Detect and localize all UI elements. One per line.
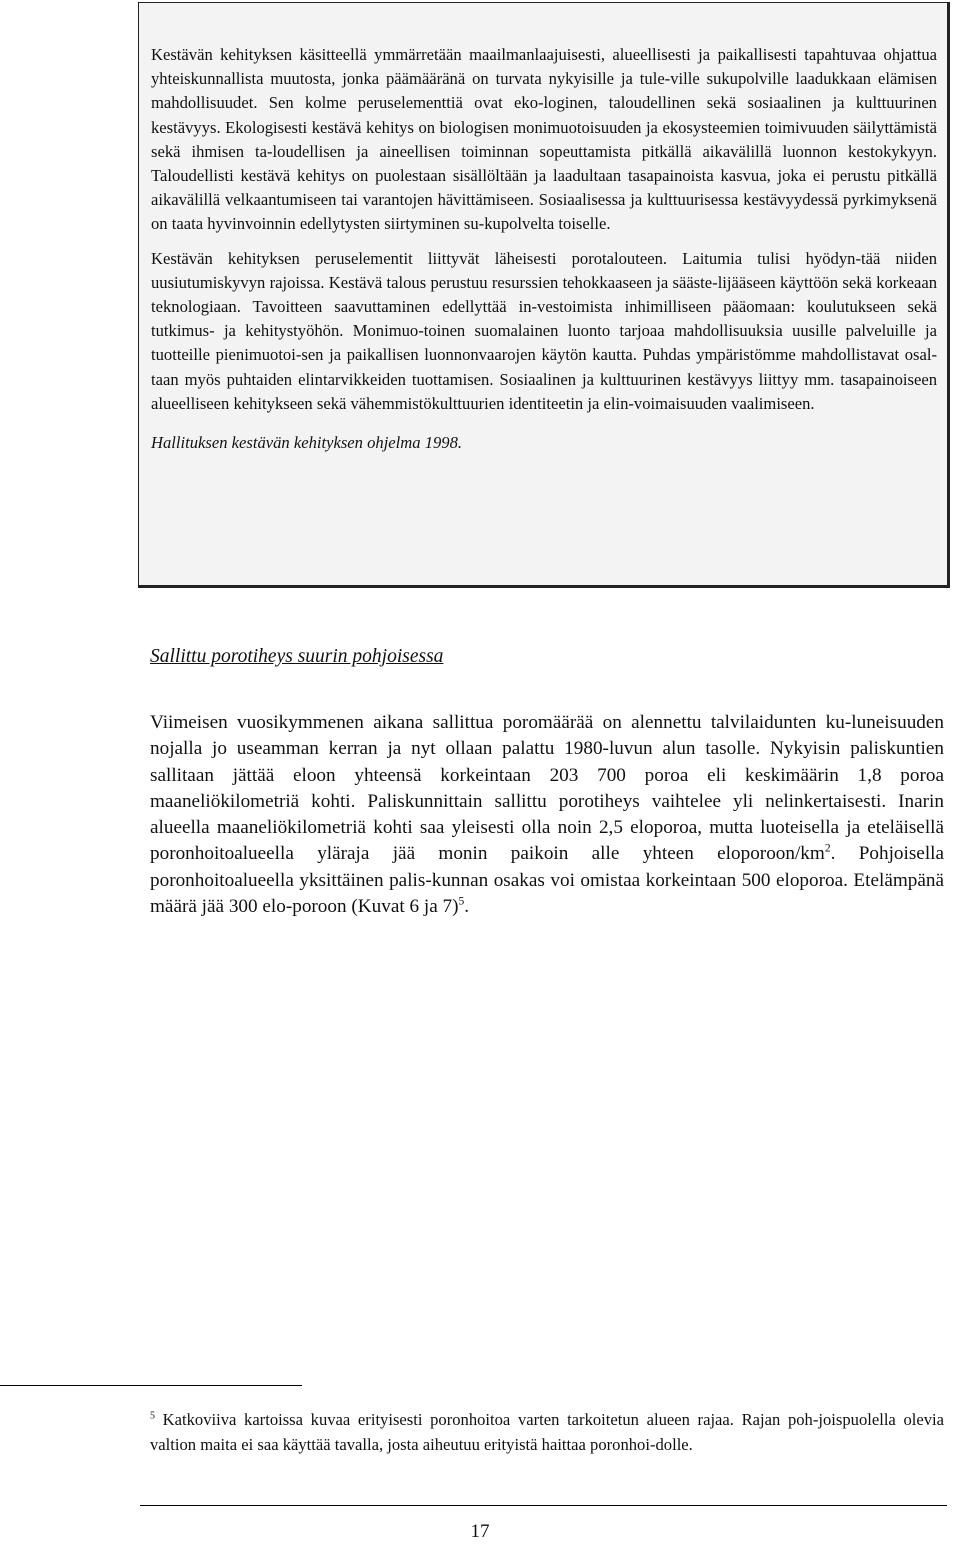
text-run: Kestävän kehityksen käsitteellä ymmärretään maailmanlaajuisesti, alueellisesti ja paikallisesti tapahtuvaa ohjattua yhteiskunnallista muutosta, jonka päämääränä on turvata nykyisille ja tule- xyxy=(151,45,937,89)
text-run: loginen, taloudellinen sekä sosiaalinen ja kulttuurinen kestävyys. Ekologisesti kestävä kehitys on biologisen monimuotoisuuden ja ekosysteemien toimivuuden säilyttämistä sekä ihmisen ta- xyxy=(151,93,937,161)
text-run: ville sukupolville laadukkaan elämisen mahdollisuudet. Sen kolme peruselementtiä ovat eko- xyxy=(151,69,937,113)
footnote xyxy=(150,1408,944,1457)
textbox-paragraph-1 xyxy=(151,43,937,237)
footnote-separator xyxy=(0,1385,302,1386)
text-run: kupolvelta toiselle. xyxy=(484,214,611,234)
text-run: kunnan osakas voi omistaa korkeintaan 500 eloporoa. Etelämpänä määrä jää 300 elo- xyxy=(150,869,944,918)
text-run: toinen suomalainen luonto tarjoaa mahdollisuuksia uusille palveluille ja tuotteille pienimuotoi- xyxy=(151,321,937,365)
section-heading: Sallittu porotiheys suurin pohjoisessa xyxy=(150,646,444,667)
page-footer-rule xyxy=(140,1505,947,1506)
textbox-citation: Hallituksen kestävän kehityksen ohjelma 1998. xyxy=(151,433,463,453)
footnote-number: 5 xyxy=(150,1410,155,1422)
text-run: . Pohjoisella poronhoitoalueella yksittäinen palis- xyxy=(150,843,944,891)
footnote-reference[interactable]: 5 xyxy=(458,895,465,908)
superscript-exponent: 2 xyxy=(824,843,831,856)
text-run: sen ja paikallisen luonnonvaarojen käytön kautta. Puhdas ympäristömme mahdollistavat osal- xyxy=(301,345,937,365)
text-run: poroon (Kuvat 6 ja 7) xyxy=(292,896,459,918)
text-run: tää niiden uusiutumiskyvyn rajoissa. Kestävä talous perustuu resurssien tehokkaaseen ja sääste- xyxy=(151,248,937,292)
text-run: luneisuuden nojalla jo useamman kerran ja nyt ollaan palattu 1980-luvun alun tasolle. Nykyisin paliskuntien sallitaan jättää eloon yhteensä korkeintaan 203 700 poroa eli keskimäärin 1,8 poroa maaneliökilometriä kohti. Paliskunnittain sallittu porotiheys vaihtelee yli nelinkertaisesti. Inarin alueella maaneliökilometriä kohti saa yleisesti olla noin 2,5 eloporoa, mutta luoteisella ja eteläisellä poronhoitoalueella yläraja jää monin paikoin alle yhteen eloporoon/km xyxy=(150,712,944,865)
textbox-paragraph-2 xyxy=(151,247,937,416)
text-run: Viimeisen vuosikymmenen aikana sallittua poromäärää on alennettu talvilaidunten ku- xyxy=(150,712,852,733)
text-run: dolle. xyxy=(655,1434,693,1454)
text-run: Katkoviiva kartoissa kuvaa erityisesti poronhoitoa varten tarkoitetun alueen rajaa. Rajan poh- xyxy=(154,1410,819,1429)
text-run: . xyxy=(464,896,470,918)
text-run: voimaisuuden vaalimiseen. xyxy=(633,393,815,413)
text-run: vestoimista inhimilliseen pääomaan: koulutukseen sekä tutkimus- ja kehitystyöhön. Monimuo- xyxy=(151,297,938,341)
text-run: joispuolella olevia valtion maita ei saa käyttää tavalla, josta aiheutuu erityistä haittaa poronhoi- xyxy=(150,1410,944,1454)
page-number: 17 xyxy=(470,1521,490,1542)
sustainable-development-textbox xyxy=(138,2,950,588)
section-body-paragraph xyxy=(150,710,944,920)
text-run: taan myös puhtaiden elintarvikkeiden tuottamisen. Sosiaalinen ja kulttuurinen kestävyys liittyy mm. tasapainoiseen alueelliseen kehitykseen sekä vähemmistökulttuurien identiteetin ja elin- xyxy=(151,369,937,413)
text-run: Kestävän kehityksen peruselementit liittyvät läheisesti porotalouteen. Laitumia tulisi hyödyn- xyxy=(151,248,861,268)
text-run: loudellisen ja aineellisen toiminnan sopeuttamista pitkällä aikavälillä luonnon kestokykyyn. Taloudellisti kestävä kehitys on puolestaan sisällöltään ja laadultaan tasapainoista kasvua, joka ei perustu pitkällä aikavälillä velkaantumiseen tai varantojen hävittämiseen. Sosiaalisessa ja kulttuurisessa kestävyydessä pyrkimyksenä on taata hyvinvoinnin edellytysten siirtyminen su- xyxy=(151,141,937,234)
text-run: lijääseen käyttöön sekä korkeaan teknologiaan. Tavoitteen saavuttaminen edellyttää in- xyxy=(151,272,938,317)
